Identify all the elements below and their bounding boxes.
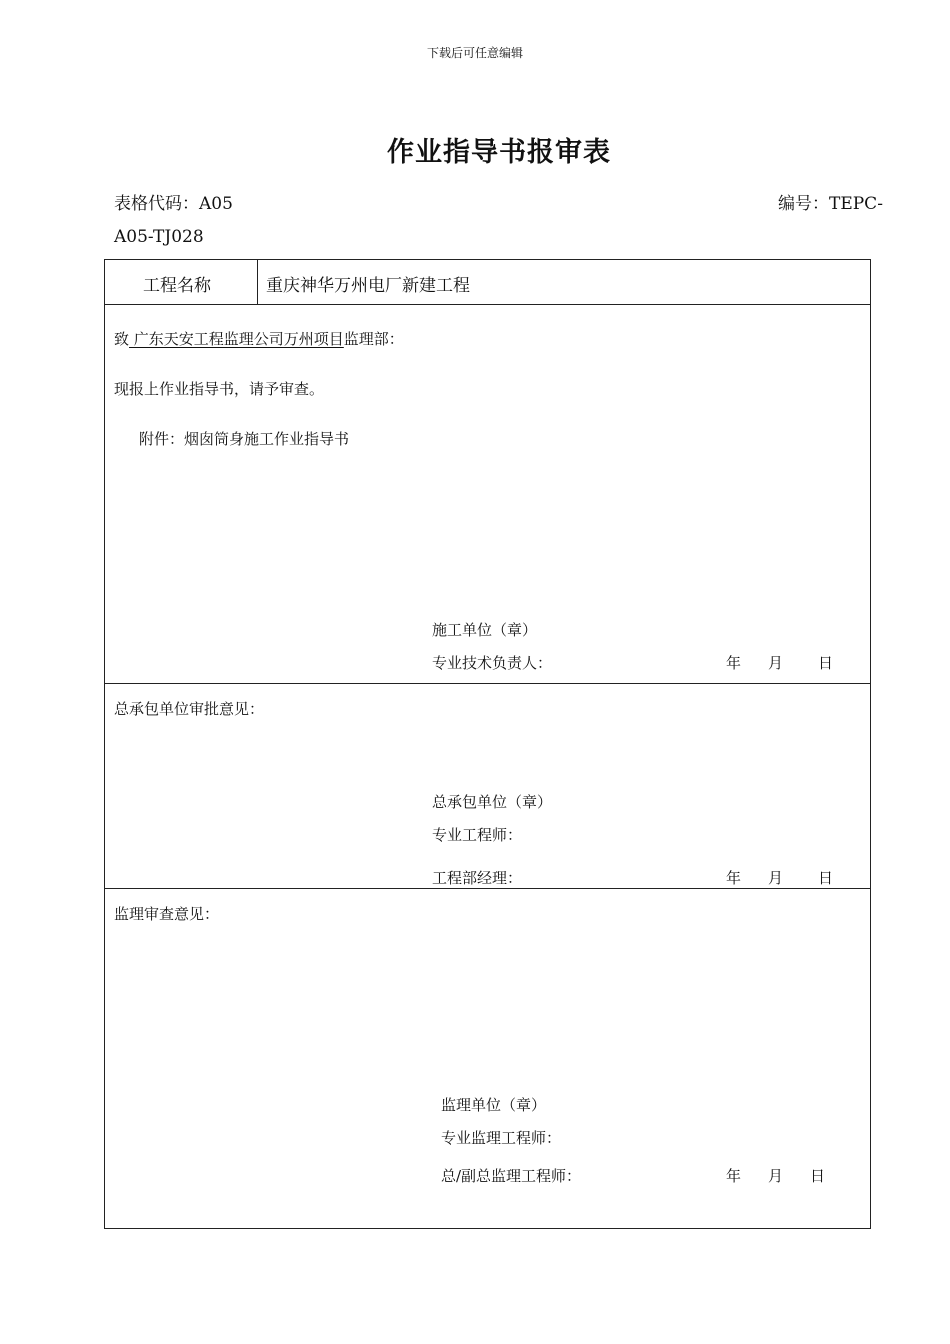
submission-body: 现报上作业指导书，请予审查。: [114, 380, 325, 398]
supervision-date-year: 年: [726, 1167, 742, 1185]
document-title: 作业指导书报审表: [387, 137, 611, 168]
chief-supervisor-signature: 总/副总监理工程师：: [441, 1167, 582, 1185]
project-column-divider: [257, 260, 258, 305]
divider-contractor: [105, 888, 870, 889]
project-name-label: 工程名称: [143, 276, 211, 296]
document-number-continued: A05-TJ028: [114, 227, 204, 247]
submission-date-day: 日: [818, 654, 834, 672]
divider-submission: [105, 683, 870, 684]
supervision-date-month: 月: [768, 1167, 784, 1185]
supervision-unit-seal: 监理单位（章）: [441, 1096, 547, 1114]
header-note: 下载后可任意编辑: [426, 46, 523, 60]
contractor-engineer-signature: 专业工程师：: [432, 826, 523, 844]
contractor-opinion-label: 总承包单位审批意见：: [114, 700, 265, 718]
contractor-unit-seal: 总承包单位（章）: [432, 793, 553, 811]
submission-date-month: 月: [768, 654, 784, 672]
supervision-engineer-signature: 专业监理工程师：: [441, 1129, 562, 1147]
technical-lead-signature: 专业技术负责人：: [432, 654, 553, 672]
form-code: 表格代码：A05: [114, 194, 233, 214]
review-form: [104, 259, 871, 1229]
contractor-date-year: 年: [726, 869, 742, 887]
submission-date-year: 年: [726, 654, 742, 672]
contractor-date-month: 月: [768, 869, 784, 887]
divider-project: [105, 304, 870, 305]
construction-unit-seal: 施工单位（章）: [432, 621, 538, 639]
supervision-date-day: 日: [810, 1167, 826, 1185]
addressee-line: [114, 328, 404, 349]
contractor-date-day: 日: [818, 869, 834, 887]
addressee-suffix: 监理部：: [343, 330, 404, 348]
contractor-manager-signature: 工程部经理：: [432, 869, 523, 887]
supervision-opinion-label: 监理审查意见：: [114, 905, 220, 923]
document-number: 编号：TEPC-: [778, 194, 883, 214]
project-name-value: 重庆神华万州电厂新建工程: [266, 276, 470, 296]
addressee-unit: 广东天安工程监理公司万州项目: [129, 330, 344, 348]
attachment-line: 附件：烟囱筒身施工作业指导书: [139, 430, 350, 448]
addressee-prefix: 致: [114, 330, 130, 348]
